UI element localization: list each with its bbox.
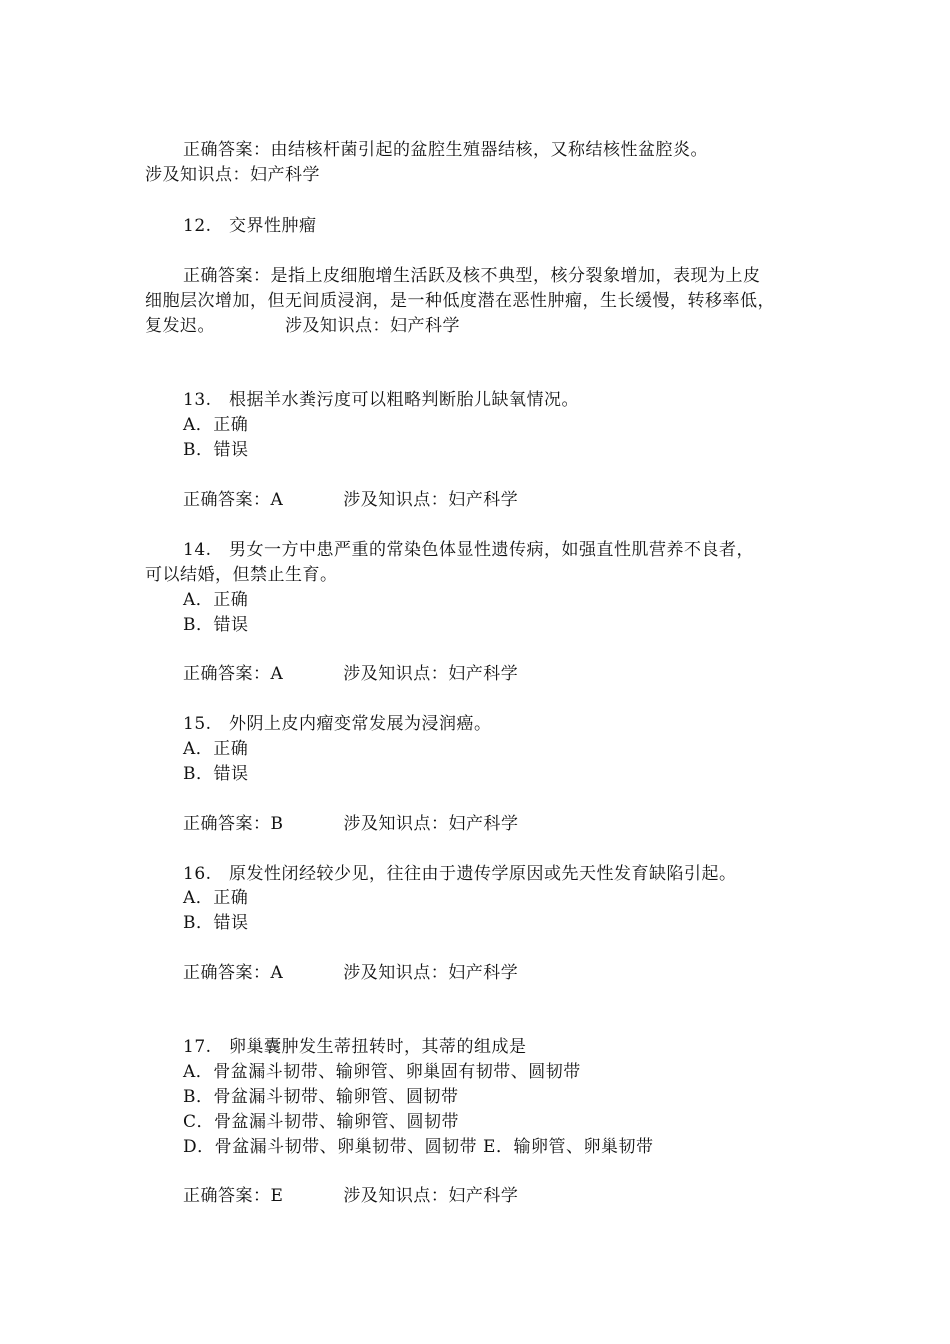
topic-12: 涉及知识点：妇产科学 <box>285 316 460 336</box>
question-12-text: 12. 交界性肿瘤 <box>183 216 317 236</box>
option-17-c: C．骨盆漏斗韧带、输卵管、圆韧带 <box>183 1112 460 1132</box>
topic-15: 涉及知识点：妇产科学 <box>343 814 519 834</box>
answer-15 <box>183 812 519 836</box>
answer-15-text: 正确答案：B <box>183 814 284 834</box>
option-13-b: B．错误 <box>183 440 249 460</box>
question-14-line2: 可以结婚，但禁止生育。 <box>145 565 338 585</box>
answer-16-text: 正确答案：A <box>183 963 284 983</box>
topic-11: 涉及知识点：妇产科学 <box>145 165 320 185</box>
answer-11: 正确答案：由结核杆菌引起的盆腔生殖器结核，又称结核性盆腔炎。 <box>183 140 708 160</box>
answer-12-line2: 细胞层次增加，但无间质浸润，是一种低度潜在恶性肿瘤，生长缓慢，转移率低， <box>145 291 775 311</box>
option-16-b: B．错误 <box>183 913 249 933</box>
option-15-b: B．错误 <box>183 764 249 784</box>
question-16: 16. 原发性闭经较少见，往往由于遗传学原因或先天性发育缺陷引起。 <box>183 864 737 884</box>
topic-14: 涉及知识点：妇产科学 <box>343 664 519 684</box>
question-17: 17. 卵巢囊肿发生蒂扭转时，其蒂的组成是 <box>183 1037 527 1057</box>
question-12 <box>183 214 317 238</box>
option-14-a: A．正确 <box>183 590 249 610</box>
answer-12-line3-text: 复发迟。 <box>145 316 215 336</box>
topic-17: 涉及知识点：妇产科学 <box>343 1186 519 1206</box>
topic-16: 涉及知识点：妇产科学 <box>343 963 519 983</box>
answer-12-line3 <box>145 314 460 338</box>
answer-13 <box>183 488 518 512</box>
question-15: 15. 外阴上皮内瘤变常发展为浸润癌。 <box>183 714 492 734</box>
option-13-a: A．正确 <box>183 415 249 435</box>
answer-12-line1: 正确答案：是指上皮细胞增生活跃及核不典型，核分裂象增加，表现为上皮 <box>183 266 761 286</box>
option-15-a: A．正确 <box>183 739 249 759</box>
answer-13-text: 正确答案：A <box>183 490 284 510</box>
option-17-b: B．骨盆漏斗韧带、输卵管、圆韧带 <box>183 1087 459 1107</box>
option-17-d: D．骨盆漏斗韧带、卵巢韧带、圆韧带 E．输卵管、卵巢韧带 <box>183 1137 654 1157</box>
answer-14-text: 正确答案：A <box>183 664 284 684</box>
option-14-b: B．错误 <box>183 615 249 635</box>
answer-16 <box>183 961 518 985</box>
answer-14 <box>183 662 518 686</box>
question-14-line1: 14. 男女一方中患严重的常染色体显性遗传病，如强直性肌营养不良者， <box>183 540 755 560</box>
question-13: 13. 根据羊水粪污度可以粗略判断胎儿缺氧情况。 <box>183 390 580 410</box>
option-17-a: A．骨盆漏斗韧带、输卵管、卵巢固有韧带、圆韧带 <box>183 1062 581 1082</box>
option-16-a: A．正确 <box>183 888 249 908</box>
answer-17 <box>183 1184 518 1208</box>
answer-17-text: 正确答案：E <box>183 1186 284 1206</box>
topic-13: 涉及知识点：妇产科学 <box>343 490 519 510</box>
